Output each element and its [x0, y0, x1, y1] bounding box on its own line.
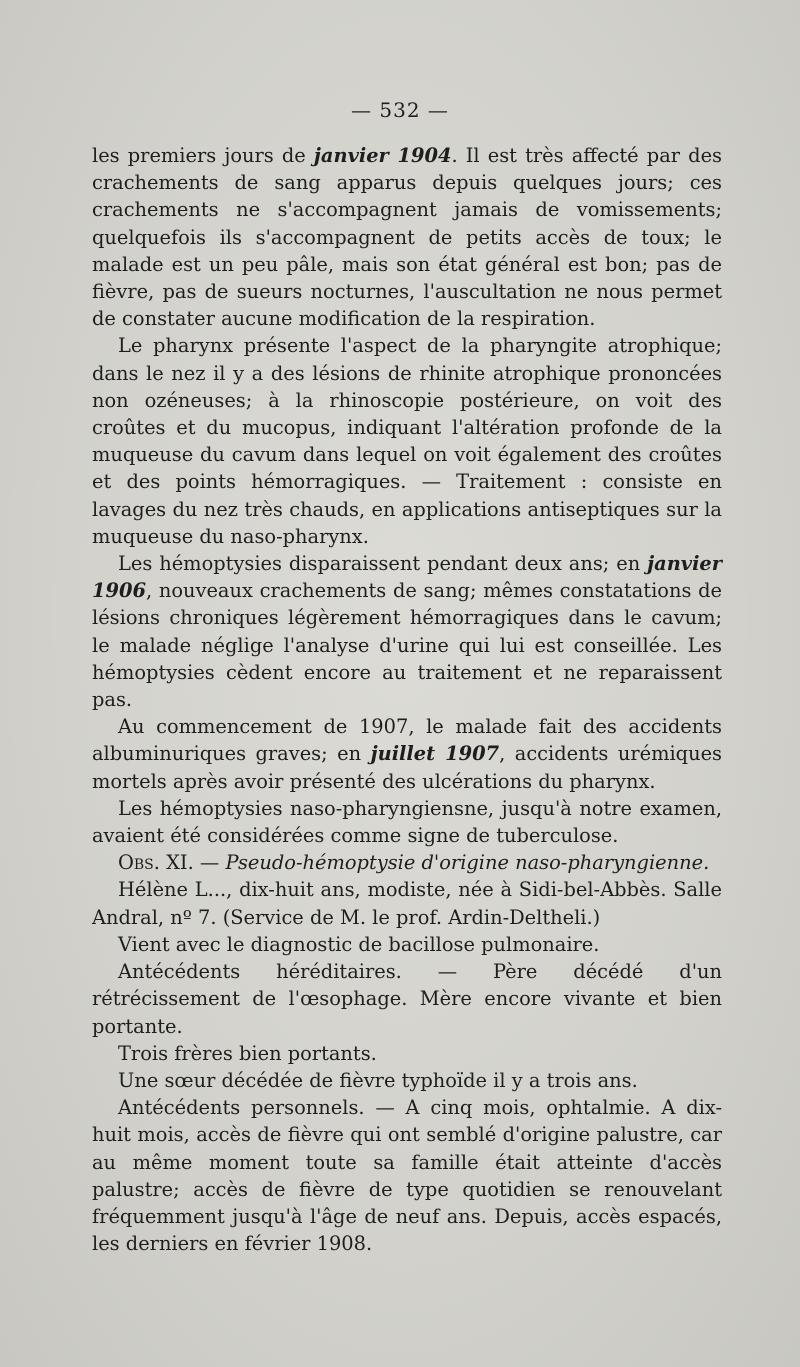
body-text [92, 142, 722, 1257]
paragraph-2: Le pharynx présente l'aspect de la pharyngite atrophique; dans le nez il y a des lésions de rhinite atrophique prononcées non ozéneuses; à la rhinoscopie postérieure, on voit des croûtes et du mucopus, indiquant l'altération profonde de la muqueuse du cavum dans lequel on voit également des croûtes et des points hémorragiques. — Traitement : consiste en lavages du nez très chauds, en applications antiseptiques sur la muqueuse du naso-pharynx. [92, 334, 722, 548]
observation-heading [92, 849, 722, 876]
p4-text-c: , accidents urémiques mortels après avoir présenté des ulcérations du pharynx. [92, 742, 722, 793]
p1-date: janvier 1904 [313, 144, 452, 167]
paragraph-7: Vient avec le diagnostic de bacillose pulmonaire. [118, 932, 600, 956]
p1-text-a: les premiers jours de [92, 144, 314, 167]
p1-text-c: . Il est très affecté par des crachements de sang apparus depuis quelques jours; ces crachements ne s'accompagnent jamais de vomissements; quelquefois ils s'accompagnent de petits accès de toux; le malade est un peu pâle, mais son état général est bon; pas de fièvre, pas de sueurs nocturnes, l'auscultation ne nous permet de constater aucune modification de la respiration. [92, 144, 722, 331]
paragraph-9: Trois frères bien portants. [118, 1041, 377, 1065]
paragraph-10: Une sœur décédée de fièvre typhoïde il y a trois ans. [118, 1068, 638, 1092]
p3-text-c: , nouveaux crachements de sang; mêmes constatations de lésions chroniques légèrement hémorragiques dans le cavum; le malade néglige l'analyse d'urine qui lui est conseillée. Les hémoptysies cèdent encore au traitement et ne reparaissent pas. [92, 579, 722, 712]
p3-text-a: Les hémoptysies disparaissent pendant deux ans; en [118, 552, 648, 576]
paragraph-1 [92, 142, 722, 332]
observation-title: Pseudo-hémoptysie d'origine naso-pharyngienne. [225, 851, 710, 875]
paragraph-11: Antécédents personnels. — A cinq mois, ophtalmie. A dix-huit mois, accès de fièvre qui ont semblé d'origine palustre, car au même moment toute sa famille était atteinte d'accès palustre; accès de fièvre de type quotidien se renouvelant fréquemment jusqu'à l'âge de neuf ans. Depuis, accès espacés, les derniers en février 1908. [92, 1096, 722, 1256]
paragraph-8: Antécédents héréditaires. — Père décédé d'un rétrécissement de l'œsophage. Mère encore vivante et bien portante. [92, 960, 722, 1038]
p4-date: juillet 1907 [370, 742, 500, 766]
observation-label: Obs. XI. [118, 851, 194, 875]
paragraph-6: Hélène L..., dix-huit ans, modiste, née à Sidi-bel-Abbès. Salle Andral, nº 7. (Service de M. le prof. Ardin-Deltheli.) [92, 878, 722, 929]
p3-date: janvier 1906 [92, 552, 722, 603]
p4-text-a: Au commencement de 1907, le malade fait des accidents albuminuriques graves; en [92, 715, 722, 766]
page-number: — 532 — [351, 98, 449, 122]
paragraph-4 [92, 713, 722, 795]
paragraph-3 [92, 550, 722, 713]
observation-dash: — [193, 851, 226, 875]
paragraph-5: Les hémoptysies naso-pharyngiensne, jusqu'à notre examen, avaient été considérées comme signe de tuberculose. [92, 796, 722, 848]
